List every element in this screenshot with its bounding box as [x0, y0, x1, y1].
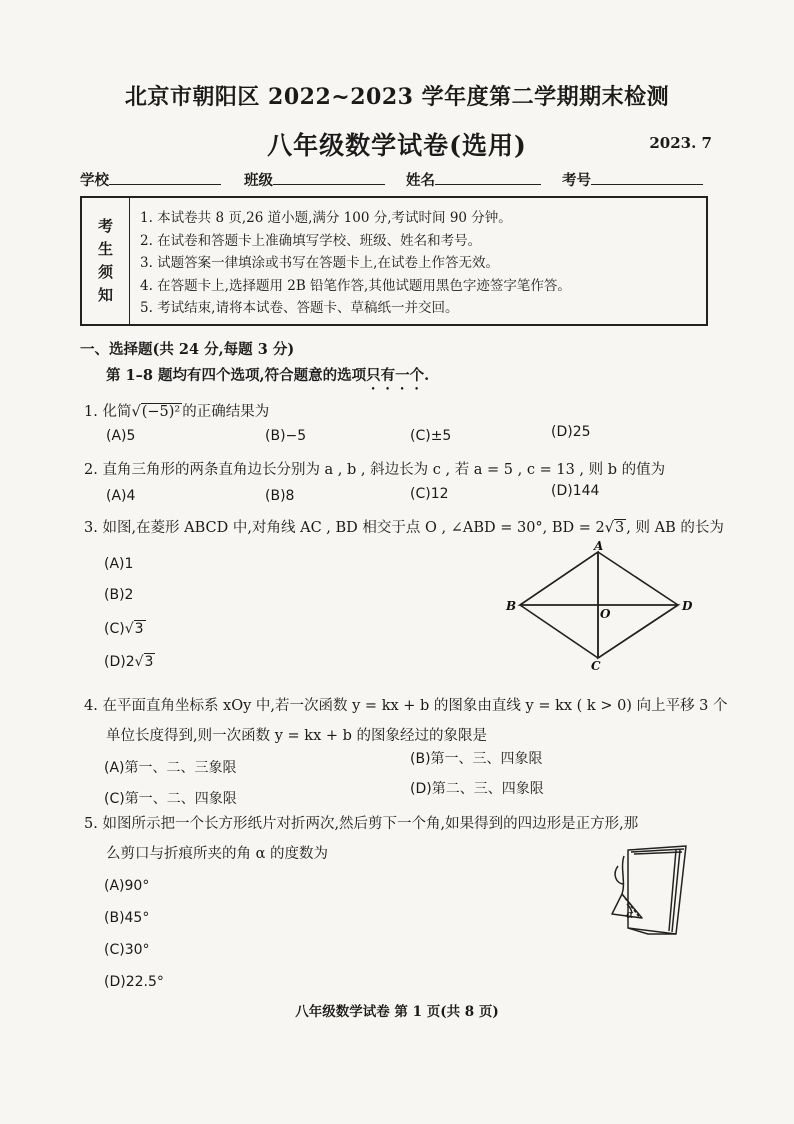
notice-item: 4. 在答题卡上,选择题用 2B 铅笔作答,其他试题用黑色字迹签字笔作答。	[140, 277, 571, 294]
q1-option-c: (C)±5	[410, 428, 452, 444]
class-label: 班级	[244, 172, 273, 189]
notice-item: 3. 试题答案一律填涂或书写在答题卡上,在试卷上作答无效。	[140, 255, 499, 271]
exam-no-label: 考号	[562, 172, 591, 189]
q5-option-a: (A)90°	[104, 878, 150, 894]
exam-no-blank	[591, 168, 703, 185]
section-title: 一、选择题(共 24 分,每题 3 分)	[80, 341, 295, 358]
rhombus-figure	[500, 540, 700, 670]
vertex-c-label: C	[591, 659, 601, 670]
q2-option-b: (B)8	[265, 488, 295, 504]
question-2: 2. 直角三角形的两条直角边长分别为 a , b , 斜边长为 c , 若 a = 5 , c = 13 , 则 b 的值为	[84, 462, 666, 478]
exam-title: 北京市朝阳区 2022~2023 学年度第二学期期末检测	[124, 84, 670, 110]
q3-option-d: (D)2√3	[104, 654, 154, 670]
q4-option-a: (A)第一、二、三象限	[104, 760, 237, 776]
name-label: 姓名	[406, 172, 435, 189]
q2-option-d: (D)144	[551, 483, 600, 499]
paper-outline	[628, 846, 686, 934]
q1-option-d: (D)25	[551, 424, 591, 440]
section-instruction: 第 1–8 题均有四个选项,符合题意的选项只有一个.	[106, 367, 430, 384]
q5-option-d: (D)22.5°	[104, 974, 164, 990]
name-blank	[435, 168, 541, 185]
class-blank	[273, 168, 385, 185]
exam-date: 2023. 7	[649, 134, 712, 152]
question-1: 1. 化简√(−5)² 的正确结果为	[84, 404, 270, 420]
notice-item: 2. 在试卷和答题卡上准确填写学校、班级、姓名和考号。	[140, 232, 482, 249]
exam-no-field	[562, 168, 703, 190]
vertex-b-label: B	[506, 599, 517, 613]
q3-option-b: (B)2	[104, 587, 134, 603]
center-o-label: O	[600, 607, 611, 621]
question-5-line-1: 5. 如图所示把一个长方形纸片对折两次,然后剪下一个角,如果得到的四边形是正方形,那	[84, 816, 639, 832]
school-label: 学校	[80, 172, 109, 189]
radicand: (−5)²	[141, 404, 181, 420]
vertex-a-label: A	[594, 540, 604, 553]
notice-heading: 考 生 须 知	[82, 198, 130, 324]
q2-option-a: (A)4	[106, 488, 136, 504]
question-5-line-2: 么剪口与折痕所夹的角 α 的度数为	[106, 846, 329, 862]
q3-option-a: (A)1	[104, 556, 134, 572]
vertex-d-label: D	[682, 599, 693, 613]
school-blank	[109, 168, 221, 185]
name-field	[406, 168, 541, 190]
q5-option-c: (C)30°	[104, 942, 150, 958]
page-footer: 八年级数学试卷 第 1 页(共 8 页)	[295, 1004, 499, 1020]
question-4-line-2: 单位长度得到,则一次函数 y = kx + b 的图象经过的象限是	[106, 728, 487, 744]
q4-option-b: (B)第一、三、四象限	[410, 751, 543, 767]
notice-list	[140, 207, 571, 320]
q1-option-a: (A)5	[106, 428, 136, 444]
paper-subtitle: 八年级数学试卷(选用)	[267, 131, 527, 160]
question-3: 3. 如图,在菱形 ABCD 中,对角线 AC , BD 相交于点 O , ∠ABD = 30°, BD = 2√3 , 则 AB 的长为	[84, 520, 724, 536]
question-4-line-1: 4. 在平面直角坐标系 xOy 中,若一次函数 y = kx + b 的图象由直线 y = kx ( k > 0) 向上平移 3 个	[84, 698, 728, 714]
notice-item: 1. 本试卷共 8 页,26 道小题,满分 100 分,考试时间 90 分钟。	[140, 210, 512, 226]
angle-alpha-label: α	[626, 908, 634, 921]
q5-option-b: (B)45°	[104, 910, 150, 926]
q4-option-c: (C)第一、二、四象限	[104, 791, 237, 807]
notice-item: 5. 考试结束,请将本试卷、答题卡、草稿纸一并交回。	[140, 300, 459, 316]
class-field	[244, 168, 385, 190]
school-field	[80, 168, 221, 190]
q1-option-b: (B)−5	[265, 428, 307, 444]
candidate-notice-box	[80, 196, 708, 326]
q2-option-c: (C)12	[410, 486, 449, 502]
q3-option-c: (C)√3	[104, 621, 144, 637]
folded-paper-figure	[598, 838, 698, 948]
q4-option-d: (D)第二、三、四象限	[410, 781, 544, 797]
